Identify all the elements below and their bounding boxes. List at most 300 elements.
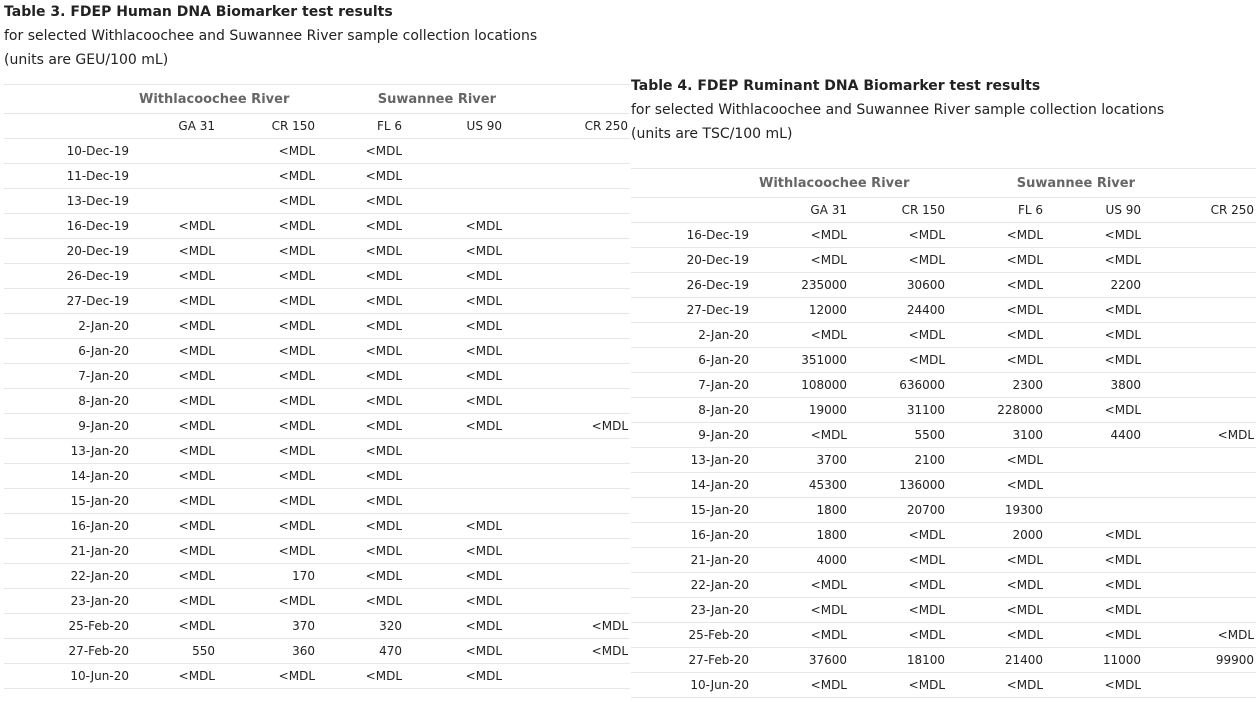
value-cell: <MDL (317, 314, 404, 339)
table-row (631, 398, 1256, 423)
table-row (4, 339, 630, 364)
date-cell: 13-Jan-20 (631, 448, 751, 473)
table-row (631, 298, 1256, 323)
date-cell: 8-Jan-20 (4, 389, 131, 414)
value-cell: <MDL (1045, 323, 1143, 348)
table3-group-withlacoochee: Withlacoochee River (131, 85, 317, 114)
value-cell: <MDL (404, 564, 504, 589)
value-cell (1045, 473, 1143, 498)
date-cell: 13-Jan-20 (4, 439, 131, 464)
value-cell (131, 139, 217, 164)
value-cell: <MDL (947, 223, 1045, 248)
date-cell: 27-Dec-19 (631, 298, 751, 323)
value-cell: <MDL (947, 573, 1045, 598)
value-cell: <MDL (317, 464, 404, 489)
table-row (4, 464, 630, 489)
table-row (631, 523, 1256, 548)
value-cell (404, 489, 504, 514)
value-cell: <MDL (317, 589, 404, 614)
value-cell (1143, 223, 1256, 248)
value-cell: <MDL (131, 214, 217, 239)
value-cell: 21400 (947, 648, 1045, 673)
value-cell (504, 339, 630, 364)
value-cell: <MDL (947, 348, 1045, 373)
table4-group-suwannee: Suwannee River (947, 169, 1143, 198)
table4-ruminant-dna-results (631, 168, 1256, 698)
value-cell: <MDL (404, 389, 504, 414)
value-cell: <MDL (217, 164, 317, 189)
value-cell: 228000 (947, 398, 1045, 423)
table-row (4, 639, 630, 664)
value-cell: <MDL (217, 414, 317, 439)
value-cell: <MDL (131, 614, 217, 639)
table3-subtitle-units: (units are GEU/100 mL) (4, 52, 169, 68)
value-cell (404, 189, 504, 214)
value-cell: <MDL (131, 514, 217, 539)
value-cell: <MDL (131, 439, 217, 464)
table-row (4, 414, 630, 439)
value-cell: <MDL (131, 564, 217, 589)
date-cell: 7-Jan-20 (631, 373, 751, 398)
table-row (4, 589, 630, 614)
value-cell: <MDL (404, 314, 504, 339)
value-cell: <MDL (947, 273, 1045, 298)
table3-body (4, 139, 630, 689)
value-cell (504, 664, 630, 689)
table3-group-suwannee: Suwannee River (317, 85, 504, 114)
value-cell: <MDL (217, 364, 317, 389)
value-cell (404, 464, 504, 489)
value-cell: <MDL (404, 639, 504, 664)
date-cell: 20-Dec-19 (4, 239, 131, 264)
value-cell: <MDL (947, 673, 1045, 698)
value-cell: <MDL (947, 248, 1045, 273)
value-cell (504, 489, 630, 514)
date-cell: 23-Jan-20 (4, 589, 131, 614)
value-cell: <MDL (131, 414, 217, 439)
value-cell: <MDL (504, 614, 630, 639)
value-cell (1143, 473, 1256, 498)
value-cell: <MDL (217, 664, 317, 689)
value-cell (1045, 448, 1143, 473)
value-cell: <MDL (217, 539, 317, 564)
value-cell (504, 564, 630, 589)
value-cell: 1800 (751, 523, 849, 548)
date-cell: 2-Jan-20 (4, 314, 131, 339)
value-cell: <MDL (751, 623, 849, 648)
value-cell: 2100 (849, 448, 947, 473)
value-cell: 12000 (751, 298, 849, 323)
table3-col-header: CR 250 (504, 114, 630, 139)
value-cell: <MDL (217, 464, 317, 489)
table-row (4, 189, 630, 214)
value-cell: 636000 (849, 373, 947, 398)
value-cell: <MDL (947, 473, 1045, 498)
value-cell: <MDL (217, 589, 317, 614)
value-cell: <MDL (751, 323, 849, 348)
value-cell: <MDL (404, 289, 504, 314)
value-cell: <MDL (217, 189, 317, 214)
value-cell: <MDL (317, 414, 404, 439)
value-cell (504, 464, 630, 489)
table-row (631, 648, 1256, 673)
value-cell (131, 189, 217, 214)
value-cell: <MDL (217, 439, 317, 464)
date-cell: 14-Jan-20 (4, 464, 131, 489)
value-cell (504, 364, 630, 389)
value-cell: <MDL (849, 598, 947, 623)
value-cell: 31100 (849, 398, 947, 423)
date-cell: 10-Jun-20 (4, 664, 131, 689)
value-cell: <MDL (217, 339, 317, 364)
value-cell: 470 (317, 639, 404, 664)
table-row (631, 573, 1256, 598)
value-cell: <MDL (404, 614, 504, 639)
table3-col-header: US 90 (404, 114, 504, 139)
date-cell: 7-Jan-20 (4, 364, 131, 389)
date-cell: 26-Dec-19 (631, 273, 751, 298)
value-cell (1143, 348, 1256, 373)
value-cell: <MDL (317, 539, 404, 564)
value-cell: <MDL (317, 164, 404, 189)
date-cell: 22-Jan-20 (631, 573, 751, 598)
value-cell (1143, 498, 1256, 523)
value-cell (1143, 273, 1256, 298)
value-cell (1143, 373, 1256, 398)
value-cell (1143, 573, 1256, 598)
date-cell: 16-Dec-19 (631, 223, 751, 248)
value-cell (504, 514, 630, 539)
value-cell: 170 (217, 564, 317, 589)
date-cell: 14-Jan-20 (631, 473, 751, 498)
table-row (4, 614, 630, 639)
value-cell: <MDL (1045, 673, 1143, 698)
value-cell: <MDL (1045, 398, 1143, 423)
table3-group-spacer (504, 85, 630, 114)
value-cell: <MDL (131, 364, 217, 389)
date-cell: 16-Dec-19 (4, 214, 131, 239)
date-cell: 20-Dec-19 (631, 248, 751, 273)
value-cell: <MDL (131, 289, 217, 314)
value-cell: <MDL (131, 314, 217, 339)
value-cell: <MDL (404, 589, 504, 614)
table4-block (631, 74, 1256, 698)
value-cell: <MDL (1143, 423, 1256, 448)
table-row (631, 273, 1256, 298)
value-cell: <MDL (849, 248, 947, 273)
value-cell (1143, 323, 1256, 348)
table3-human-dna-results (4, 84, 630, 689)
value-cell: <MDL (1045, 623, 1143, 648)
value-cell: <MDL (947, 598, 1045, 623)
value-cell: <MDL (317, 664, 404, 689)
value-cell: 45300 (751, 473, 849, 498)
date-cell: 21-Jan-20 (4, 539, 131, 564)
value-cell: <MDL (317, 289, 404, 314)
table4-group-spacer (1143, 169, 1256, 198)
table4-subtitle-units: (units are TSC/100 mL) (631, 126, 793, 142)
value-cell (504, 189, 630, 214)
value-cell: 2200 (1045, 273, 1143, 298)
date-cell: 25-Feb-20 (631, 623, 751, 648)
table-row (4, 364, 630, 389)
value-cell: <MDL (131, 489, 217, 514)
value-cell: <MDL (849, 223, 947, 248)
value-cell: 19000 (751, 398, 849, 423)
table4-col-header: CR 150 (849, 198, 947, 223)
date-cell: 8-Jan-20 (631, 398, 751, 423)
date-cell: 9-Jan-20 (631, 423, 751, 448)
table-row (631, 323, 1256, 348)
value-cell: 2300 (947, 373, 1045, 398)
table-row (4, 289, 630, 314)
table3-date-header (4, 114, 131, 139)
table-row (631, 248, 1256, 273)
value-cell: <MDL (317, 389, 404, 414)
value-cell: <MDL (131, 239, 217, 264)
value-cell: <MDL (404, 664, 504, 689)
value-cell: <MDL (504, 639, 630, 664)
value-cell (504, 389, 630, 414)
date-cell: 26-Dec-19 (4, 264, 131, 289)
date-cell: 16-Jan-20 (4, 514, 131, 539)
value-cell: <MDL (1045, 248, 1143, 273)
value-cell: <MDL (317, 564, 404, 589)
table3-block (4, 0, 630, 689)
table-row (631, 623, 1256, 648)
table-row (4, 264, 630, 289)
value-cell (504, 539, 630, 564)
value-cell: <MDL (849, 323, 947, 348)
value-cell: <MDL (1045, 348, 1143, 373)
value-cell: <MDL (317, 439, 404, 464)
value-cell (504, 264, 630, 289)
date-cell: 23-Jan-20 (631, 598, 751, 623)
value-cell: <MDL (751, 223, 849, 248)
value-cell: <MDL (404, 264, 504, 289)
value-cell: 3800 (1045, 373, 1143, 398)
value-cell (1143, 673, 1256, 698)
value-cell (504, 239, 630, 264)
value-cell: <MDL (1143, 623, 1256, 648)
value-cell: <MDL (404, 239, 504, 264)
value-cell (504, 139, 630, 164)
value-cell: <MDL (947, 548, 1045, 573)
table-row (4, 164, 630, 189)
value-cell: <MDL (131, 589, 217, 614)
value-cell: 24400 (849, 298, 947, 323)
table4-col-header: GA 31 (751, 198, 849, 223)
value-cell: <MDL (404, 414, 504, 439)
value-cell: <MDL (849, 523, 947, 548)
value-cell: <MDL (317, 364, 404, 389)
value-cell: <MDL (217, 214, 317, 239)
value-cell: 108000 (751, 373, 849, 398)
table-row (631, 598, 1256, 623)
value-cell: <MDL (751, 423, 849, 448)
value-cell (504, 214, 630, 239)
value-cell: 235000 (751, 273, 849, 298)
table-row (4, 539, 630, 564)
value-cell: <MDL (1045, 548, 1143, 573)
table-row (631, 498, 1256, 523)
date-cell: 27-Dec-19 (4, 289, 131, 314)
date-cell: 25-Feb-20 (4, 614, 131, 639)
table4-title: Table 4. FDEP Ruminant DNA Biomarker test results (631, 78, 1041, 94)
table3-title: Table 3. FDEP Human DNA Biomarker test results (4, 4, 393, 20)
value-cell: <MDL (947, 298, 1045, 323)
table3-col-header: GA 31 (131, 114, 217, 139)
value-cell: <MDL (751, 598, 849, 623)
value-cell: <MDL (317, 339, 404, 364)
table-row (4, 489, 630, 514)
table-row (4, 664, 630, 689)
value-cell (1045, 498, 1143, 523)
value-cell: 2000 (947, 523, 1045, 548)
date-cell: 10-Jun-20 (631, 673, 751, 698)
table-row (631, 673, 1256, 698)
value-cell: <MDL (751, 673, 849, 698)
date-cell: 16-Jan-20 (631, 523, 751, 548)
value-cell (1143, 548, 1256, 573)
value-cell: 11000 (1045, 648, 1143, 673)
value-cell: <MDL (217, 289, 317, 314)
value-cell: 1800 (751, 498, 849, 523)
value-cell: <MDL (1045, 298, 1143, 323)
date-cell: 21-Jan-20 (631, 548, 751, 573)
value-cell: <MDL (317, 189, 404, 214)
value-cell: <MDL (317, 239, 404, 264)
table4-col-header: US 90 (1045, 198, 1143, 223)
value-cell: <MDL (217, 314, 317, 339)
value-cell: <MDL (504, 414, 630, 439)
value-cell: <MDL (947, 323, 1045, 348)
table3-col-header: CR 150 (217, 114, 317, 139)
value-cell (504, 314, 630, 339)
value-cell: 351000 (751, 348, 849, 373)
date-cell: 6-Jan-20 (631, 348, 751, 373)
table4-col-header: CR 250 (1143, 198, 1256, 223)
value-cell (1143, 298, 1256, 323)
value-cell: <MDL (947, 623, 1045, 648)
table-row (4, 214, 630, 239)
value-cell (404, 139, 504, 164)
value-cell: <MDL (947, 448, 1045, 473)
value-cell (504, 289, 630, 314)
value-cell (1143, 523, 1256, 548)
table-row (4, 139, 630, 164)
value-cell: 20700 (849, 498, 947, 523)
table3-corner (4, 85, 131, 114)
table-row (631, 348, 1256, 373)
value-cell: <MDL (849, 573, 947, 598)
value-cell: 19300 (947, 498, 1045, 523)
value-cell: 99900 (1143, 648, 1256, 673)
value-cell: <MDL (404, 339, 504, 364)
table-row (631, 223, 1256, 248)
date-cell: 15-Jan-20 (631, 498, 751, 523)
value-cell: <MDL (849, 548, 947, 573)
table-row (4, 439, 630, 464)
value-cell: <MDL (317, 264, 404, 289)
value-cell: <MDL (217, 264, 317, 289)
value-cell (131, 164, 217, 189)
value-cell: <MDL (751, 573, 849, 598)
value-cell: <MDL (404, 539, 504, 564)
value-cell: <MDL (1045, 573, 1143, 598)
value-cell: <MDL (849, 623, 947, 648)
date-cell: 9-Jan-20 (4, 414, 131, 439)
table3-col-header: FL 6 (317, 114, 404, 139)
value-cell: <MDL (131, 539, 217, 564)
table-row (631, 423, 1256, 448)
table-row (631, 548, 1256, 573)
value-cell: 5500 (849, 423, 947, 448)
date-cell: 6-Jan-20 (4, 339, 131, 364)
value-cell: 30600 (849, 273, 947, 298)
value-cell: <MDL (217, 489, 317, 514)
value-cell (404, 439, 504, 464)
value-cell (404, 164, 504, 189)
value-cell: <MDL (404, 214, 504, 239)
table-row (631, 473, 1256, 498)
table-row (4, 514, 630, 539)
value-cell: 4000 (751, 548, 849, 573)
value-cell: <MDL (751, 248, 849, 273)
value-cell: 320 (317, 614, 404, 639)
value-cell: 3700 (751, 448, 849, 473)
table-row (4, 239, 630, 264)
date-cell: 15-Jan-20 (4, 489, 131, 514)
value-cell: <MDL (217, 239, 317, 264)
date-cell: 22-Jan-20 (4, 564, 131, 589)
value-cell (504, 439, 630, 464)
value-cell: <MDL (1045, 523, 1143, 548)
value-cell: <MDL (404, 364, 504, 389)
date-cell: 27-Feb-20 (4, 639, 131, 664)
value-cell (1143, 448, 1256, 473)
value-cell: <MDL (317, 139, 404, 164)
value-cell: <MDL (1045, 598, 1143, 623)
value-cell: 136000 (849, 473, 947, 498)
table4-subtitle-locations: for selected Withlacoochee and Suwannee River sample collection locations (631, 102, 1165, 118)
table-row (4, 564, 630, 589)
value-cell: 3100 (947, 423, 1045, 448)
value-cell (1143, 248, 1256, 273)
value-cell: <MDL (317, 214, 404, 239)
date-cell: 11-Dec-19 (4, 164, 131, 189)
value-cell: <MDL (131, 664, 217, 689)
date-cell: 13-Dec-19 (4, 189, 131, 214)
table4-group-withlacoochee: Withlacoochee River (751, 169, 947, 198)
table4-col-header: FL 6 (947, 198, 1045, 223)
value-cell: 37600 (751, 648, 849, 673)
table4-date-header (631, 198, 751, 223)
value-cell: <MDL (1045, 223, 1143, 248)
table-row (631, 373, 1256, 398)
value-cell: <MDL (217, 514, 317, 539)
value-cell: <MDL (217, 139, 317, 164)
value-cell: 370 (217, 614, 317, 639)
value-cell: <MDL (131, 464, 217, 489)
date-cell: 10-Dec-19 (4, 139, 131, 164)
table3-subtitle-locations: for selected Withlacoochee and Suwannee River sample collection locations (4, 28, 538, 44)
table-row (4, 314, 630, 339)
date-cell: 2-Jan-20 (631, 323, 751, 348)
value-cell: 18100 (849, 648, 947, 673)
table-row (4, 389, 630, 414)
value-cell (1143, 598, 1256, 623)
